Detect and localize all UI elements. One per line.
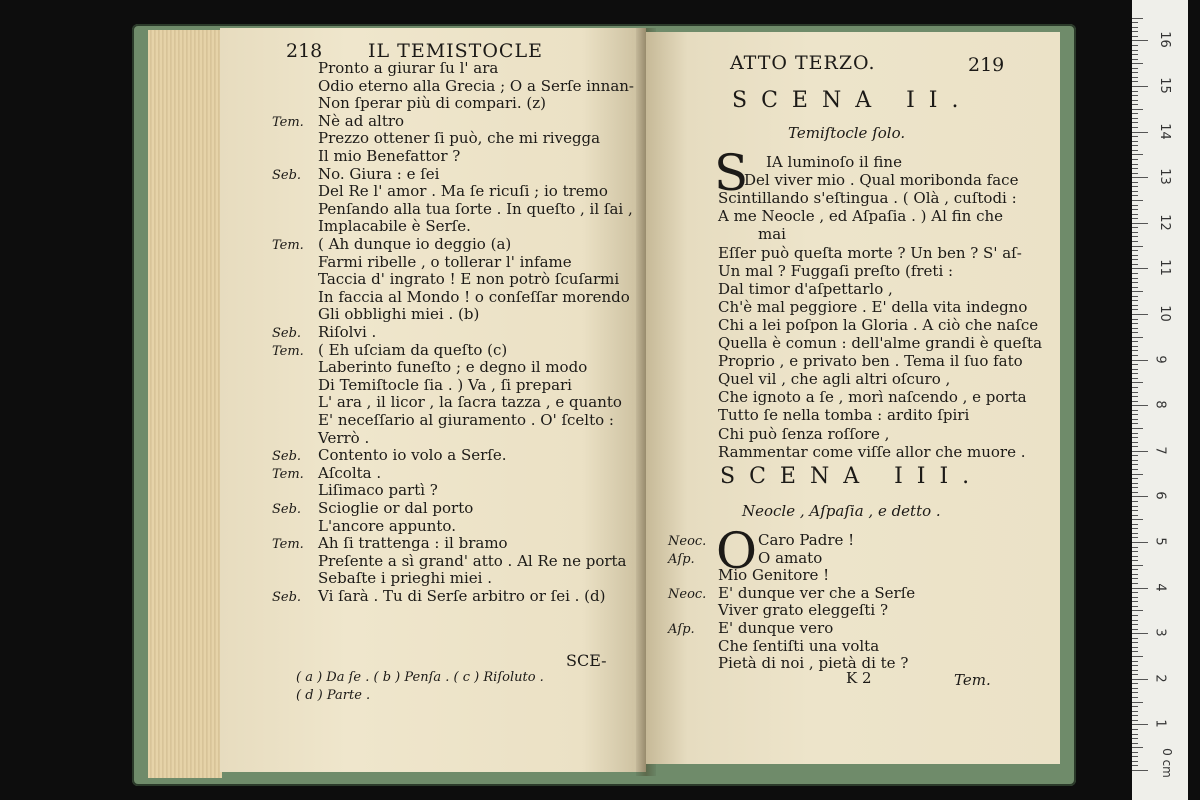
ruler-tick [1132,323,1138,324]
ruler-tick [1132,401,1138,402]
ruler-tick [1132,118,1138,119]
ruler-tick [1132,154,1143,155]
ruler-tick [1132,770,1148,771]
ruler-tick [1132,314,1148,315]
ruler-tick [1132,469,1138,470]
ruler-tick [1132,597,1138,598]
ruler-tick [1132,455,1138,456]
right-running-head: ATTO TERZO. [730,52,876,74]
text-line: Che ignoto a ſe , morì naſcendo , e porta [718,388,1027,407]
scene-3-title: SCENA III. [720,464,984,489]
ruler-tick [1132,592,1138,593]
ruler-tick [1132,168,1138,169]
ruler-tick [1132,556,1138,557]
text-line: Preſente a sì grand' atto . Al Re ne porta [318,551,627,570]
footnote-line-1: ( a ) Da ſe . ( b ) Penſa . ( c ) Riſoluto . [296,670,544,685]
text-line: Dal timor d'aſpettarlo , [718,279,893,298]
ruler-tick [1132,278,1138,279]
ruler-tick [1132,223,1148,224]
ruler-number: 12 [1156,214,1172,231]
ruler-tick [1132,122,1138,123]
text-line: Viver grato eleggeſti ? [718,601,889,620]
ruler-tick [1132,464,1138,465]
text-line: E' neceſſario al giuramento . O' ſcelto : [318,411,614,429]
ruler-tick [1132,588,1148,589]
ruler-tick [1132,227,1138,228]
ruler-number: 14 [1156,122,1172,140]
ruler-tick [1132,474,1143,475]
ruler-tick [1132,615,1138,616]
ruler-tick [1132,715,1138,716]
ruler-tick [1132,177,1148,178]
ruler-tick [1132,610,1143,611]
footnote-line-2: ( d ) Parte . [296,688,371,703]
text-line: A me Neocle , ed Aſpaſia . ) Al fin che [718,207,1004,226]
ruler-tick [1132,647,1138,648]
right-page-number: 219 [968,54,1005,76]
text-line: Eſſer può queſta morte ? Un ben ? S' aſ- [718,243,1022,262]
text-line: Nè ad altro [318,111,405,130]
ruler-tick [1132,724,1148,725]
measurement-ruler [1132,0,1188,800]
text-line: Penſando alla tua ſorte . In queſto , il ſai , [318,199,633,218]
ruler-tick [1132,186,1138,187]
ruler-tick [1132,127,1138,128]
ruler-tick [1132,743,1138,744]
text-line: Del Re l' amor . Ma ſe ricuſi ; io tremo [318,182,608,201]
speaker-label: Aſp. [668,551,695,567]
ruler-tick [1132,250,1138,251]
text-line: Vi ſarà . Tu di Serſe arbitro or ſei . (d) [318,587,606,605]
ruler-tick [1132,478,1138,479]
speaker-label: Seb. [272,449,302,465]
ruler-tick [1132,173,1138,174]
ruler-tick [1132,255,1138,256]
scene-3-drop-cap: O [716,522,757,580]
ruler-tick [1132,547,1138,548]
ruler-tick [1132,45,1138,46]
ruler-tick [1132,40,1148,41]
ruler-tick [1132,319,1138,320]
ruler-tick [1132,756,1138,757]
ruler-number: 7 [1152,446,1168,455]
right-page [646,32,1060,764]
ruler-tick [1132,59,1138,60]
speaker-label: Neoc. [668,586,707,602]
ruler-tick [1132,747,1143,748]
text-line: Tutto ſe nella tomba : ardito ſpiri [718,406,970,425]
speaker-label: Seb. [272,590,302,605]
ruler-tick [1132,309,1138,310]
text-line: Di Temiſtocle ſia . ) Va , ſi prepari [318,375,572,394]
text-line: O amato [758,548,823,567]
ruler-tick [1132,423,1138,424]
ruler-tick [1132,50,1138,51]
ruler-tick [1132,81,1138,82]
text-line: Aſcolta . [318,463,382,482]
ruler-tick [1132,501,1138,502]
ruler-tick [1132,150,1138,151]
ruler-tick [1132,683,1138,684]
text-line: No. Giura : e ſei [318,164,440,183]
ruler-tick [1132,387,1138,388]
ruler-tick [1132,661,1138,662]
ruler-tick [1132,688,1138,689]
ruler-tick [1132,674,1138,675]
text-line: Quella è comun : dell'alme grandi è queſta [718,334,1043,352]
ruler-tick [1132,182,1138,183]
right-catchword: Tem. [954,671,991,689]
ruler-tick [1132,665,1138,666]
ruler-number: 4 [1152,582,1168,592]
ruler-tick [1132,706,1138,707]
ruler-tick [1132,141,1138,142]
ruler-tick [1132,246,1143,247]
text-line: Rammentar come viſſe allor che muore . [718,442,1026,461]
ruler-tick [1132,18,1143,19]
ruler-tick [1132,629,1138,630]
ruler-tick [1132,428,1143,429]
speaker-label: Seb. [272,167,302,183]
text-line: Il mio Benefattor ? [318,147,461,165]
speaker-label: Seb. [272,502,302,517]
ruler-tick [1132,268,1148,269]
text-line: Ch'è mal peggiore . E' della vita indegno [718,297,1028,316]
text-line: E' dunque ver che a Serſe [718,583,916,602]
ruler-tick [1132,729,1138,730]
speaker-label: Tem. [272,114,304,130]
ruler-tick [1132,91,1138,92]
ruler-tick [1132,77,1138,78]
ruler-tick [1132,496,1148,497]
left-page-number: 218 [286,40,323,62]
ruler-tick [1132,296,1138,297]
text-line: Implacabile è Serſe. [318,217,471,236]
ruler-tick [1132,305,1138,306]
text-line: ( Ah dunque io deggio (a) [318,235,512,253]
ruler-number: 10 [1156,305,1172,322]
ruler-tick [1132,633,1148,634]
text-line: Proprio , e privato ben . Tema il ſuo fato [718,352,1023,371]
ruler-tick [1132,446,1138,447]
ruler-tick [1132,583,1138,584]
ruler-tick [1132,670,1138,671]
ruler-tick [1132,574,1138,575]
ruler-tick [1132,332,1138,333]
ruler-tick [1132,711,1138,712]
ruler-tick [1132,601,1138,602]
ruler-tick [1132,551,1138,552]
ruler-number: 9 [1152,354,1168,364]
ruler-tick [1132,291,1143,292]
speaker-label: Tem. [272,537,304,553]
ruler-tick [1132,36,1138,37]
ruler-tick [1132,328,1138,329]
ruler-tick [1132,437,1138,438]
ruler-tick [1132,54,1138,55]
ruler-tick [1132,679,1148,680]
speaker-label: Neoc. [668,534,707,549]
text-line: Pietà di noi , pietà di te ? [718,654,909,673]
ruler-number: 11 [1156,259,1172,277]
speaker-label: Tem. [272,466,304,482]
ruler-tick [1132,451,1148,452]
ruler-tick [1132,113,1138,114]
ruler-tick [1132,369,1138,370]
page-edges [148,30,222,778]
ruler-tick [1132,542,1148,543]
ruler-tick [1132,528,1138,529]
scene-2-persons: Temiſtocle ſolo. [788,124,906,142]
ruler-tick [1132,22,1138,23]
ruler-tick [1132,350,1138,351]
ruler-tick [1132,697,1138,698]
text-line: Caro Padre ! [758,531,855,549]
text-line: Ah ſi trattenga : il bramo [318,534,508,553]
ruler-tick [1132,414,1138,415]
text-line: Scioglie or dal porto [318,499,474,517]
signature-mark: K 2 [846,669,872,687]
text-line: Liſimaco partì ? [318,481,438,500]
ruler-tick [1132,373,1138,374]
ruler-tick [1132,145,1138,146]
ruler-tick [1132,651,1138,652]
text-line: Prezzo ottener ſi può, che mi rivegga [318,129,601,148]
ruler-tick [1132,524,1138,525]
ruler-tick [1132,560,1138,561]
ruler-number: 2 [1152,674,1168,683]
ruler-tick [1132,692,1138,693]
ruler-tick [1132,702,1143,703]
ruler-tick [1132,565,1143,566]
ruler-tick [1132,624,1138,625]
ruler-tick [1132,360,1148,361]
text-line: Pronto a giurar ſu l' ara [318,59,499,77]
text-line: Odio eterno alla Grecia ; O a Serſe innan- [318,76,635,95]
text-line: Un mal ? Fuggaſi preſto (freti : [718,261,954,280]
ruler-tick [1132,396,1138,397]
text-line: L'ancore appunto. [318,516,456,535]
ruler-number: 3 [1152,628,1168,637]
text-line: ( Eh uſciam da queſto (c) [318,340,508,359]
text-line: Contento io volo a Serſe. [318,446,507,465]
ruler-tick [1132,392,1138,393]
ruler-tick [1132,537,1138,538]
ruler-tick [1132,264,1138,265]
ruler-tick [1132,569,1138,570]
ruler-tick [1132,86,1148,87]
ruler-tick [1132,510,1138,511]
text-line: Non ſperar più di compari. (z) [318,94,546,113]
ruler-number: 13 [1156,168,1172,185]
ruler-number: 8 [1152,400,1168,409]
ruler-tick [1132,483,1138,484]
ruler-tick [1132,378,1138,379]
ruler-tick [1132,405,1148,406]
ruler-tick [1132,752,1138,753]
ruler-tick [1132,460,1138,461]
ruler-tick [1132,136,1138,137]
ruler-tick [1132,346,1138,347]
speaker-label: Tem. [272,343,304,359]
ruler-tick [1132,300,1138,301]
text-line: Quel vil , che agli altri oſcuro , [718,370,951,389]
scene-2-drop-cap: S [714,144,749,202]
text-line: Riſolvi . [318,323,377,341]
left-page [220,28,646,772]
ruler-tick [1132,214,1138,215]
text-line: Verrò . [318,428,370,447]
ruler-tick [1132,442,1138,443]
text-line: Farmi ribelle , o tollerar l' infame [318,252,572,271]
ruler-tick [1132,487,1138,488]
ruler-tick [1132,63,1143,64]
ruler-number: 5 [1152,537,1168,546]
ruler-tick [1132,200,1143,201]
ruler-tick [1132,364,1138,365]
ruler-tick [1132,104,1138,105]
ruler-tick [1132,191,1138,192]
text-line: In faccia al Mondo ! o conſeſſar morendo [318,287,630,306]
ruler-tick [1132,241,1138,242]
text-line: Gli obblighi miei . (b) [318,305,480,324]
ruler-tick [1132,259,1138,260]
ruler-tick [1132,642,1138,643]
text-line: Mio Genitore ! [718,566,830,585]
ruler-tick [1132,100,1138,101]
ruler-tick [1132,638,1138,639]
text-line: L' ara , il licor , la ſacra tazza , e quanto [318,393,622,412]
ruler-tick [1132,410,1138,411]
ruler-number: 6 [1152,491,1168,501]
scene-2-title: SCENA II. [732,88,973,113]
ruler-number: 16 [1156,31,1172,49]
ruler-tick [1132,218,1138,219]
ruler-tick [1132,159,1138,160]
text-line: Scintillando s'eſtingua . ( Olà , cuſtodi : [718,189,1017,208]
text-line: E' dunque vero [718,619,834,637]
ruler-tick [1132,433,1138,434]
text-line: Taccia d' ingrato ! E non potrò ſcuſarmi [318,270,620,289]
ruler-tick [1132,282,1138,283]
ruler-tick [1132,287,1138,288]
ruler-tick [1132,761,1138,762]
ruler-number: 15 [1156,77,1172,94]
ruler-tick [1132,31,1138,32]
ruler-unit: 0 cm [1159,748,1174,778]
text-line: Del viver mio . Qual moribonda face [744,171,1019,190]
ruler-tick [1132,72,1138,73]
ruler-tick [1132,341,1138,342]
ruler-tick [1132,109,1143,110]
ruler-tick [1132,68,1138,69]
ruler-tick [1132,355,1138,356]
text-line: Sebaſte i prieghi miei . [318,569,492,588]
ruler-tick [1132,656,1143,657]
ruler-tick [1132,720,1138,721]
text-line: Che ſentiſti una volta [718,636,880,655]
ruler-tick [1132,515,1138,516]
speaker-label: Aſp. [668,622,695,637]
text-line: Chi può ſenza roſſore , [718,424,890,443]
ruler-tick [1132,519,1143,520]
ruler-tick [1132,236,1138,237]
ruler-tick [1132,419,1138,420]
ruler-tick [1132,533,1138,534]
ruler-tick [1132,164,1138,165]
ruler-tick [1132,738,1138,739]
left-running-head: IL TEMISTOCLE [368,40,543,62]
left-catchword: SCE- [566,651,607,670]
text-line: Laberinto funeſto ; e degno il modo [318,358,588,377]
ruler-tick [1132,382,1143,383]
text-line: IA luminoſo il fine [766,153,902,171]
ruler-tick [1132,27,1138,28]
ruler-tick [1132,95,1138,96]
ruler-tick [1132,195,1138,196]
ruler-tick [1132,205,1138,206]
ruler-tick [1132,492,1138,493]
ruler-tick [1132,606,1138,607]
speaker-label: Seb. [272,326,302,341]
ruler-tick [1132,620,1138,621]
ruler-number: 1 [1152,719,1168,729]
ruler-tick [1132,765,1138,766]
ruler-tick [1132,734,1138,735]
text-line: mai [758,225,786,244]
ruler-tick [1132,506,1138,507]
scene-3-persons: Neocle , Aſpaſia , e detto . [742,502,941,520]
ruler-tick [1132,132,1148,133]
ruler-tick [1132,209,1138,210]
text-line: Chi a lei poſpon la Gloria . A ciò che naſce [718,315,1039,334]
ruler-tick [1132,337,1143,338]
ruler-tick [1132,578,1138,579]
speaker-label: Tem. [272,238,304,253]
ruler-tick [1132,273,1138,274]
ruler-tick [1132,232,1138,233]
